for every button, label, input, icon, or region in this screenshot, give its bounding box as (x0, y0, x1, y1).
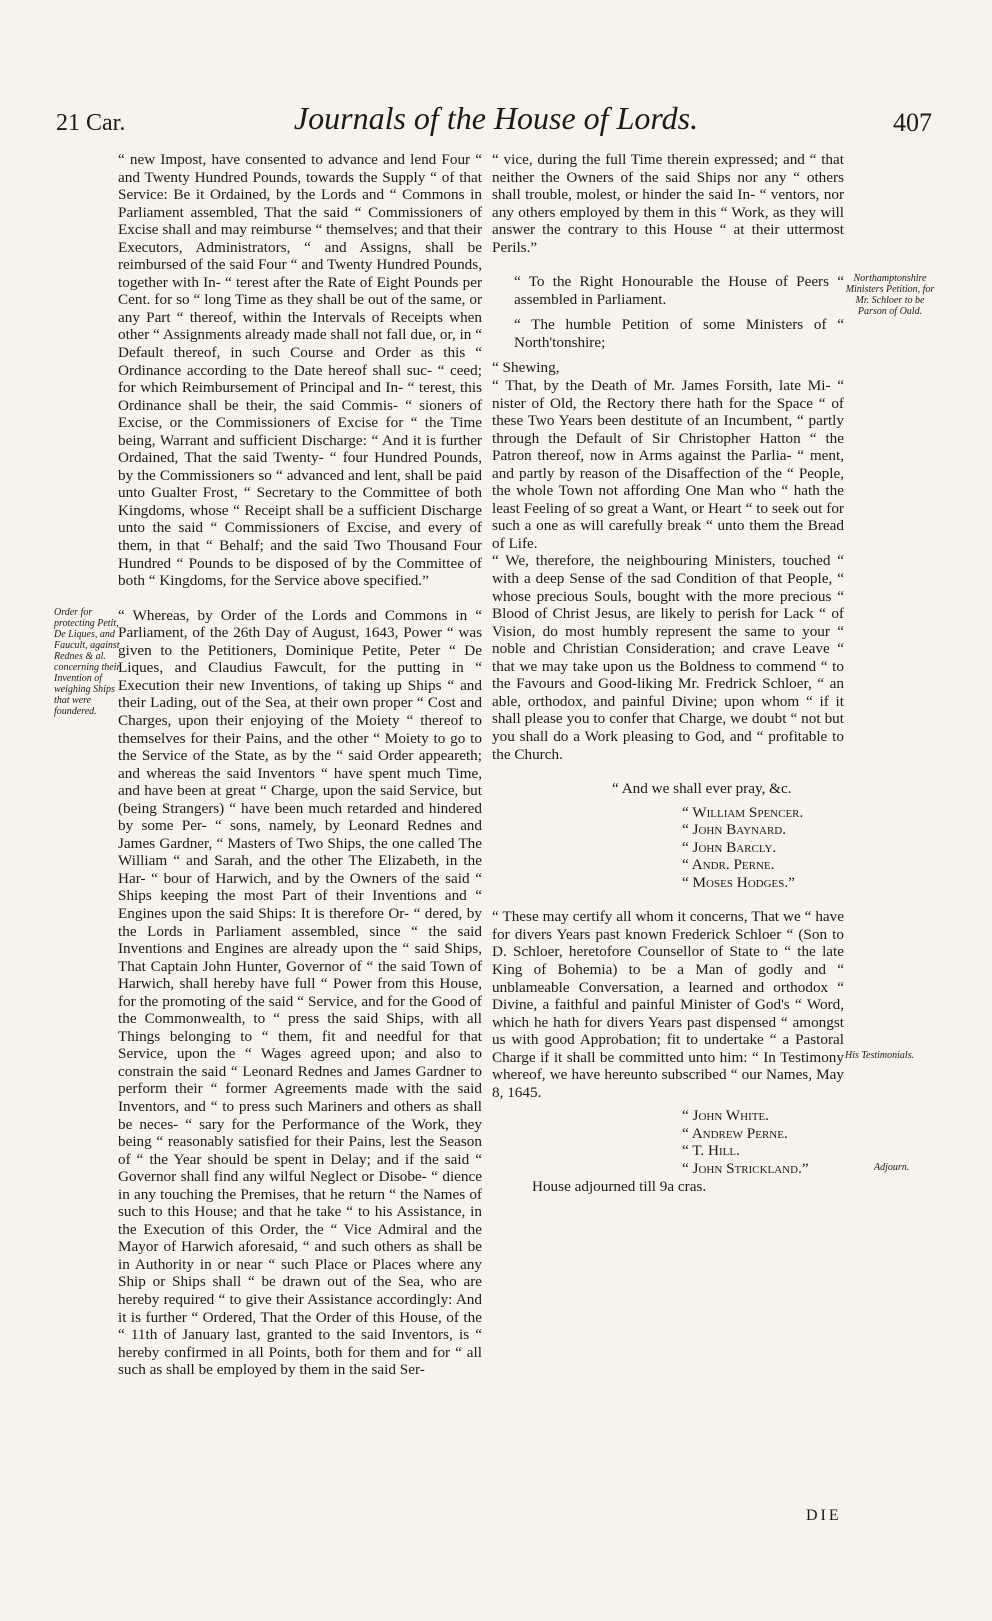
margin-note-order: Order for protecting Petit, De Liques, and Faucult, against Rednes & al. concerning their Invention of weighing Ships that were foundered. (54, 607, 121, 717)
signature: “ Andr. Perne. (682, 856, 775, 874)
margin-note-testimonials: His Testimonials. (845, 1050, 915, 1061)
regnal-year: 21 Car. (56, 110, 126, 136)
inventors-order-paragraph: “ Whereas, by Order of the Lords and Commons in “ Parliament, of the 26th Day of August, 1643, Power “ was given to the Petitioners, Dominique Petite, Peter “ De Liques, and Claudius Fawcult, for the putting in “ Execution their new Inventions, of taking up Ships “ and their Lading, out of the Sea, at their own proper “ Cost and Charges, upon their enjoying of the Moiety “ thereof to themselves for their Pains, and the other “ Moiety to go to the Service of the State, as by the “ said Order appeareth; and whereas the said Inventors “ have spent much Time, and have been at great “ Charge, upon the said Service, but (being Strangers) “ have been much retarded and hindered by some Per- “ sons, namely, by Leonard Rednes and James Gardner, “ Masters of Two Ships, the one called The William “ and Sarah, and the other The Elizabeth, in the Har- “ bour of Harwich, and by the Owners of the said “ Ships keeping the most Part of their Inventions and “ Engines upon the said Ships: It is therefore Or- “ dered, by the Lords in Parliament assembled, since “ the said Inventions and Engines are already upon the “ said Ships, That Captain John Hunter, Governor of “ the said Town of Harwich, shall hereby have full “ Power from this House, for the promoting of the said “ Service, and for the Good of the Commonwealth, to “ press the said Ships, with all Things belonging to “ them, fit and needful for that Service, upon the “ Wages agreed upon; and also to constrain the said “ Leonard Rednes and James Gardner to perform their “ former Agreements made with the said Inventors, and “ to press such Mariners and others as shall be neces- “ sary for the Performance of the Work, they being “ reasonably satisfied for their Pains, lest the Season of “ the Year should be spent in Delay; and if the said “ Governor shall find any wilful Neglect or Disobe- “ dience in any touching the Premises, that he return “ the Names of such to this House; and that he take “ to his Assistance, in the Execution of this Order, the “ Vice Admiral and the Mayor of Harwich aforesaid, “ and such others as shall be in Authority in or near “ such Place or Places where any Ship or Ships shall “ be drawn out of the Sea, who are hereby required “ to give their Assistance accordingly: And it is further “ Ordered, That the Order of this House, of the “ 11th of January last, granted to the said Inventors, is “ hereby confirmed in all Points, both for them and for “ all such as shall be employed by them in the said Ser- (118, 606, 482, 1379)
signature: “ John Barcly. (682, 838, 777, 856)
margin-note-northampton: Northamptonshire Ministers Petition, for Mr. Schloer to be Parson of Ould. (845, 273, 935, 317)
excise-ordinance-paragraph: “ new Impost, have consented to advance and lend Four “ and Twenty Hundred Pounds, towards the Supply “ of that Service: Be it Ordained, by the Lords and “ Commons in Parliament assembled, That the said “ Commissioners of Excise shall and may reimburse “ themselves; and that their Executors, Administrators, “ and Assigns, shall be reimbursed of the said Four “ and Twenty Hundred Pounds, together with In- “ terest after the Rate of Eight Pounds per Cent. for so “ long Time as they shall be out of the same, or any Part “ thereof, within the Intervals of Receipts when other “ Assignments already made shall not fall due, or, in “ Default thereof, in such Course and Order as this “ Ordinance according to the Date hereof shall suc- “ ceed; for which Reimbursement of Principal and In- “ terest, this Ordinance shall be their, the said Commis- “ sioners of Excise, or the Commissioners of Excise for “ the Time being, Warrant and sufficient Discharge: “ And it is further Ordained, That the said Twenty- “ four Hundred Pounds, by the Commissioners so “ advanced and lent, shall be paid unto Gualter Frost, “ Secretary to the Committee of both Kingdoms, whose “ Receipt shall be a sufficient Discharge unto the said “ Commissioners of Excise, and every of them, in that “ Behalf; and the said Two Thousand Four Hundred “ Pounds to be disposed of by the Committee of both “ Kingdoms, for the Service above specified.” (118, 151, 482, 590)
signature: “ John Baynard. (682, 821, 787, 839)
signature: “ Moses Hodges.” (682, 873, 795, 891)
journal-title-suffix: House of Lords. (493, 100, 699, 136)
adjournment-line: House adjourned till 9a cras. (532, 1177, 707, 1195)
page-number: 407 (893, 108, 932, 137)
signature: “ Andrew Perne. (682, 1124, 788, 1142)
petition-signatures (492, 804, 844, 892)
right-column (492, 151, 844, 1195)
order-continuation-paragraph: “ vice, during the full Time therein expressed; and “ that neither the Owners of the said Ships nor any “ others shall trouble, molest, or hinder the said In- “ ventors, nor any others employed by them in this “ Work, as they will answer the contrary to this House “ at their uttermost Perils.” (492, 151, 844, 256)
signature: “ John White. (682, 1107, 769, 1125)
margin-note-adjourn: Adjourn. (874, 1162, 910, 1173)
signature: “ William Spencer. (682, 803, 804, 821)
testimonial-signatures (492, 1107, 844, 1177)
journal-title-prefix: Journals of the (293, 100, 486, 136)
signature: “ John Strickland.” (682, 1159, 809, 1177)
catchword: DIE (806, 1507, 842, 1524)
journal-title (0, 100, 992, 137)
petition-address: “ To the Right Honourable the House of Peers “ assembled in Parliament. (514, 273, 844, 308)
petition-paragraph-2: “ We, therefore, the neighbouring Ministers, touched “ with a deep Sense of the sad Condition of that People, “ whose precious Souls, bought with the more precious “ Blood of Christ Jesus, are likely to perish for Lack “ of Vision, do most humbly represent the same to your “ noble and Christian Consideration; and crave Leave “ that we may take upon us the Boldness to commend “ to the Favours and Good-liking Mr. Fredrick Schloer, “ an able, orthodox, and painful Divine; upon whom “ if it shall please you to confer that Charge, we doubt “ not but you shall do a Work pleasing to God, and “ profitable to the Church. (492, 552, 844, 763)
signature: “ T. Hill. (682, 1142, 740, 1160)
petition-paragraph-1: “ That, by the Death of Mr. James Forsith, late Mi- “ nister of Old, the Rectory there hath for the Space “ of these Two Years been destitute of an Incumbent, “ partly through the Default of Sir Christopher Hatton “ the Patron thereof, now in Arms against the Parlia- “ ment, and partly by reason of the Disaffection of the “ People, the whole Town not affording One Man who “ hath the least Feeling of so great a Want, or Heart “ to seek out for such a one as will carefully break “ unto them the Bread of Life. (492, 377, 844, 552)
page-header (0, 98, 992, 148)
petition-title: “ The humble Petition of some Ministers of “ North'tonshire; (514, 316, 844, 351)
testimonial-paragraph: “ These may certify all whom it concerns, That we “ have for divers Years past known Frederick Schloer “ (Son to D. Schloer, heretofore Counsellor of State to “ the late King of Bohemia) to be a Man of godly and “ unblameable Conversation, a learned and orthodox “ Divine, a faithful and painful Minister of God's “ Word, which he hath for divers Years past dispensed “ amongst us with good Approbation; fit to undertake “ a Pastoral Charge if it shall be committed unto him: “ In Testimony whereof, we have hereunto subscribed “ our Names, May 8, 1645. (492, 908, 844, 1101)
petition-closing: “ And we shall ever pray, &c. (612, 780, 792, 798)
petition-shewing: “ Shewing, (492, 359, 560, 377)
left-column (118, 151, 482, 1379)
